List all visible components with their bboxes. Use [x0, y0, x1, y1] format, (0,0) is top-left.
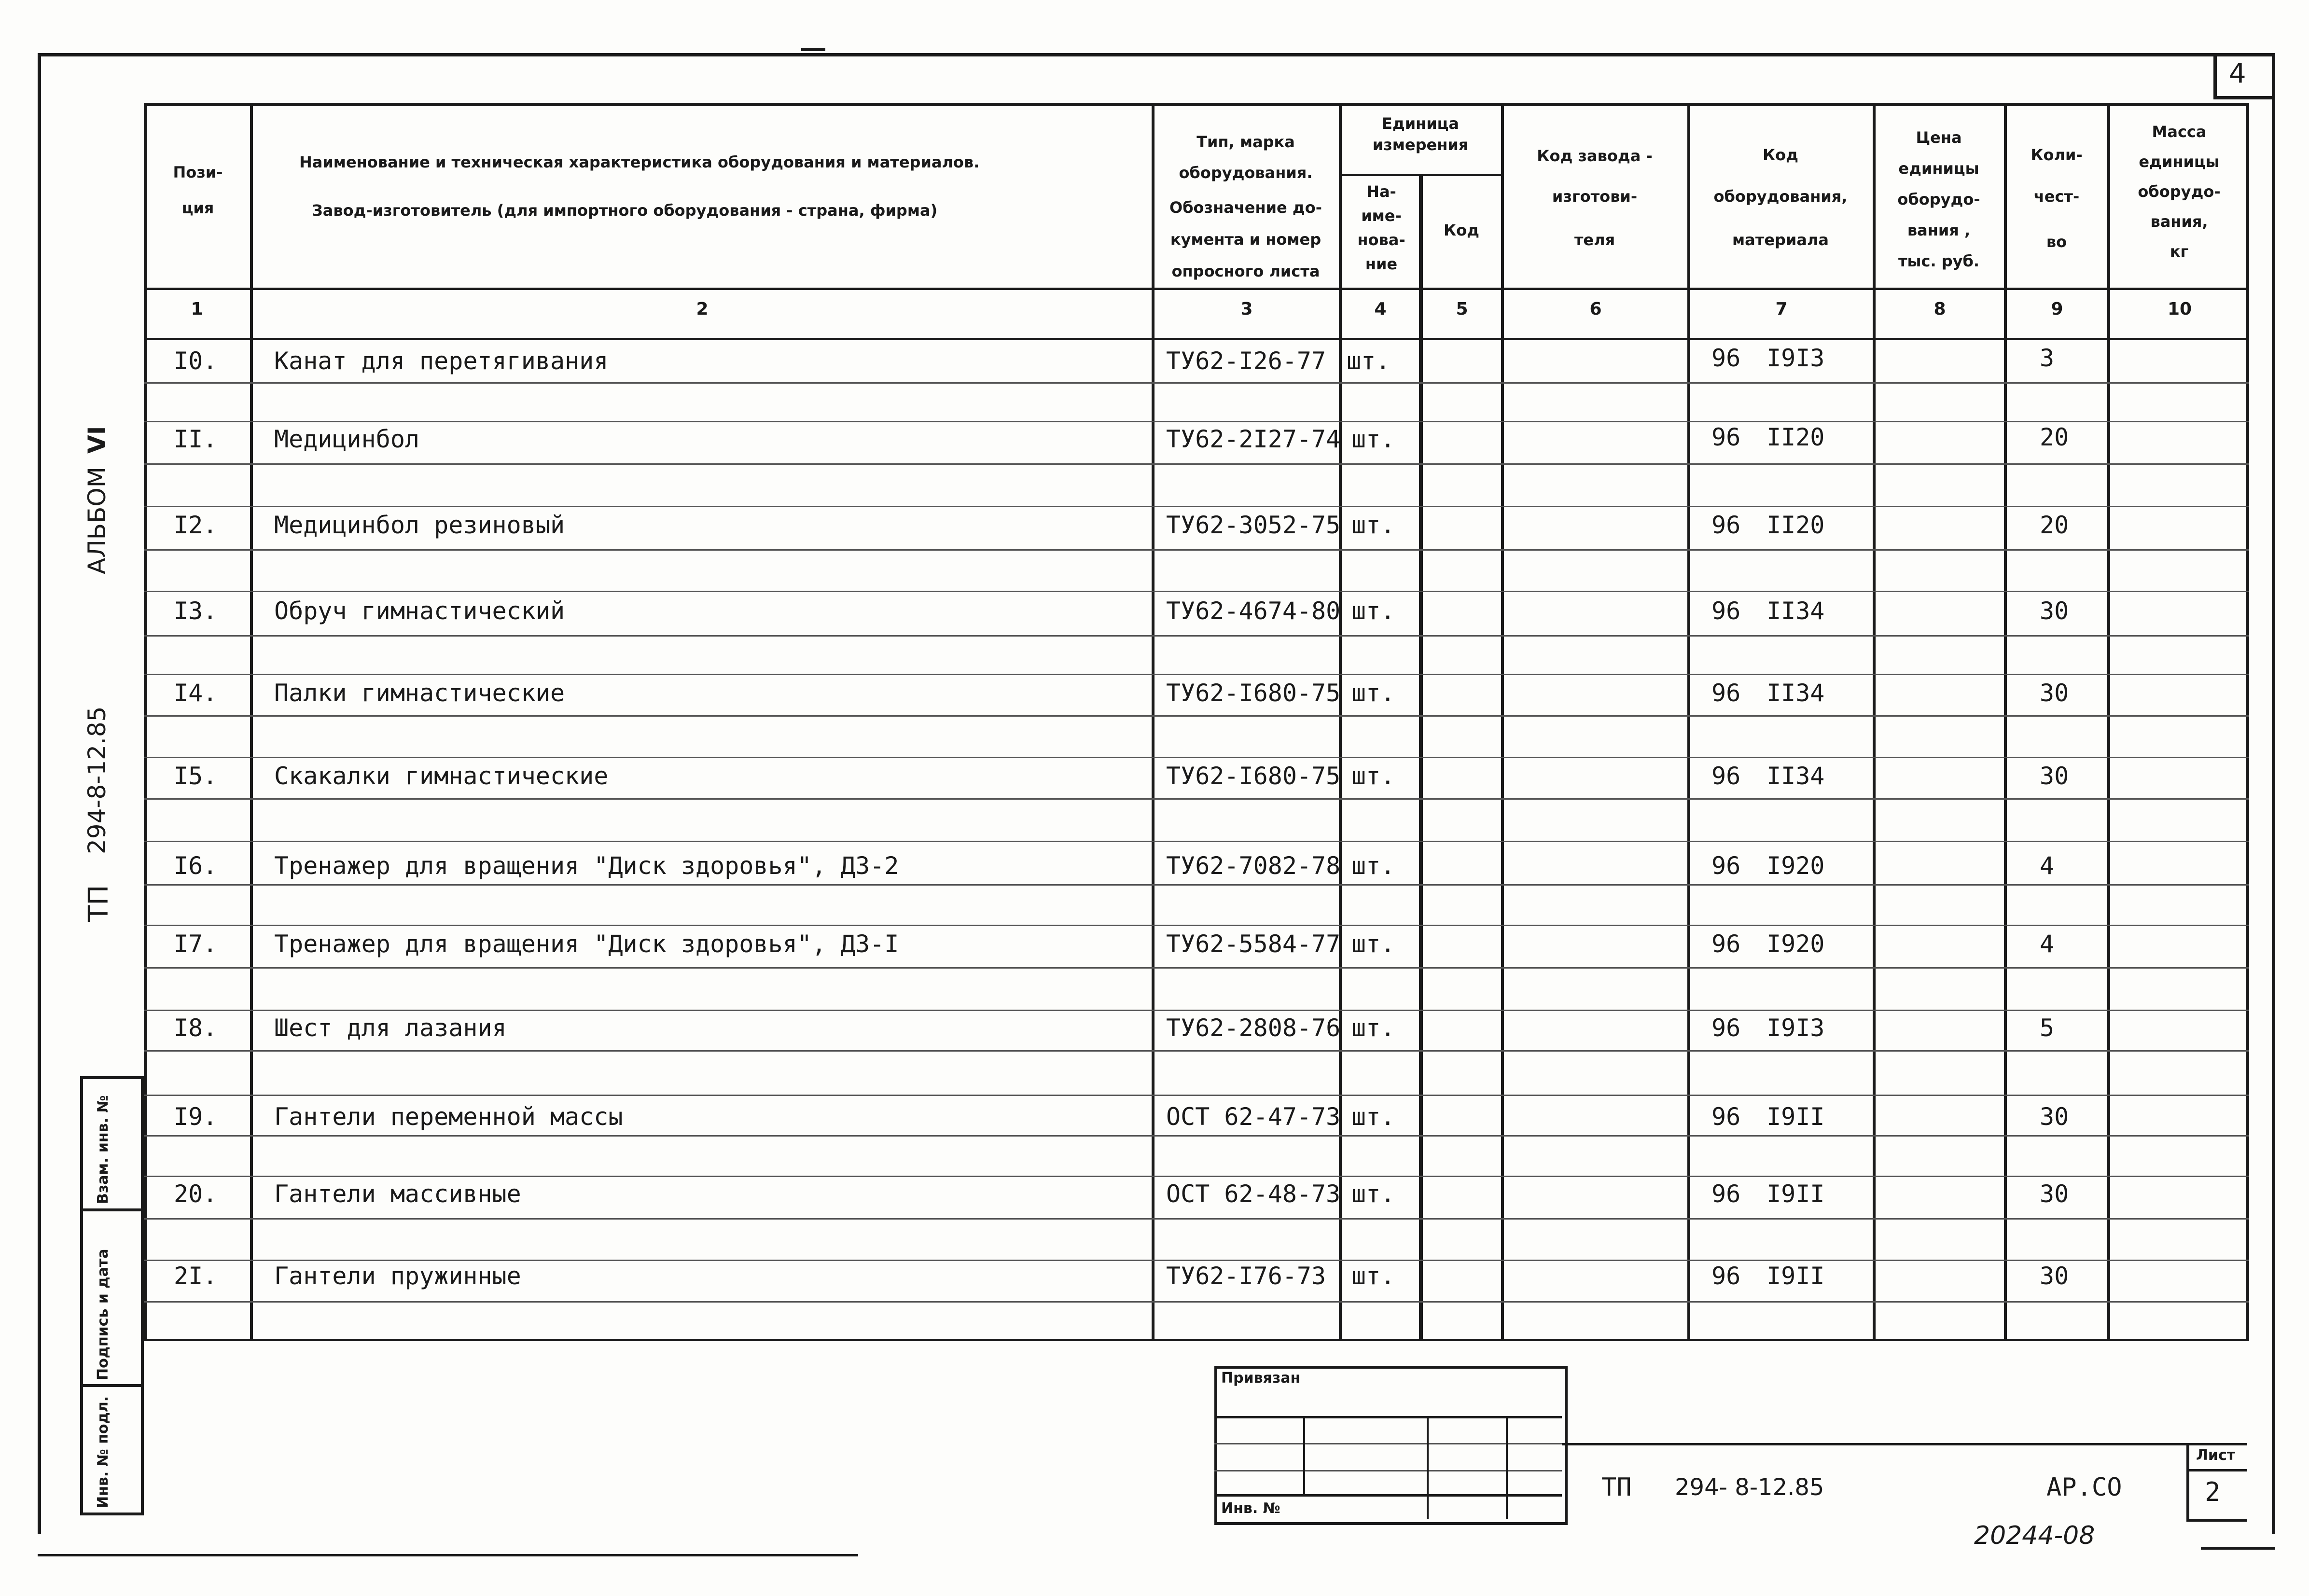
table-cell-position: 2I. — [174, 1262, 218, 1290]
header-price-2: единицы — [1898, 159, 1979, 178]
table-cell-name: Шест для лазания — [274, 1014, 507, 1042]
table-cell-code-b: I9II — [1767, 1262, 1825, 1290]
stamp-vzam — [80, 1076, 144, 1211]
header-qty-1: Коли- — [2031, 146, 2083, 164]
table-cell-position: I5. — [174, 762, 218, 790]
album-number: VI — [83, 426, 111, 454]
privyazan-col — [1506, 1416, 1508, 1519]
table-cell-code-a: 96 — [1711, 597, 1741, 625]
table-cell-unit: шт. — [1351, 597, 1395, 625]
table-cell-doc: ТУ62-5584-77 — [1166, 930, 1341, 958]
table-cell-qty: 20 — [2040, 423, 2069, 451]
table-cell-qty: 30 — [2040, 1103, 2069, 1131]
table-cell-unit: шт. — [1351, 1180, 1395, 1208]
header-price-3: оборудо- — [1897, 190, 1980, 208]
table-cell-code-a: 96 — [1711, 1262, 1741, 1290]
table-cell-name: Обруч гимнастический — [274, 597, 565, 625]
table-cell-qty: 4 — [2040, 930, 2055, 958]
table-cell-name: Гантели переменной массы — [274, 1103, 623, 1131]
table-cell-code-b: I9I3 — [1767, 344, 1825, 372]
table-cell-qty: 4 — [2040, 852, 2055, 880]
header-qty-3: во — [2046, 233, 2067, 251]
table-cell-qty: 30 — [2040, 679, 2069, 707]
header-type-line5: опросного листа — [1171, 262, 1320, 280]
table-cell-doc: ОСТ 62-47-73 — [1166, 1103, 1341, 1131]
table-cell-unit: шт. — [1351, 679, 1395, 707]
colnum-6: 6 — [1589, 299, 1602, 319]
row-sep — [144, 1218, 2249, 1220]
table-cell-doc: ТУ62-2I27-74 — [1166, 425, 1341, 453]
row-sep — [144, 1135, 2249, 1137]
privyazan-line — [1214, 1443, 1562, 1444]
stamp-inv-label: Инв. № подл. — [95, 1396, 111, 1508]
row-sep — [144, 925, 2249, 926]
row-sep — [144, 841, 2249, 842]
row-sep — [144, 635, 2249, 637]
archive-number: 20244-08 — [1974, 1521, 2095, 1550]
table-cell-code-b: II34 — [1767, 762, 1825, 790]
table-cell-position: I4. — [174, 679, 218, 707]
row-sep — [144, 591, 2249, 592]
table-cell-name: Гантели пружинные — [274, 1262, 521, 1290]
table-cell-qty: 30 — [2040, 1180, 2069, 1208]
table-cell-name: Медицинбол резиновый — [274, 511, 565, 539]
header-price-5: тыс. руб. — [1898, 252, 1979, 270]
table-cell-position: I9. — [174, 1103, 218, 1131]
privyazan-col — [1427, 1416, 1429, 1519]
header-equip-3: материала — [1732, 231, 1829, 249]
table-cell-doc: ТУ62-3052-75 — [1166, 511, 1341, 539]
table-cell-qty: 30 — [2040, 762, 2069, 790]
colnum-10: 10 — [2167, 299, 2192, 319]
table-cell-doc: ТУ62-2808-76 — [1166, 1014, 1341, 1042]
table-cell-doc: ТУ62-7082-78 — [1166, 852, 1341, 880]
colnum-7: 7 — [1775, 299, 1788, 319]
table-cell-code-a: 96 — [1711, 930, 1741, 958]
table-cell-name: Тренажер для вращения "Диск здоровья", ДЗ-2 — [274, 852, 899, 880]
table-cell-code-b: I9II — [1767, 1180, 1825, 1208]
row-sep — [144, 382, 2249, 384]
header-factory-3: теля — [1574, 231, 1615, 249]
sheet-value: 2 — [2205, 1477, 2221, 1507]
row-sep — [144, 1010, 2249, 1011]
bottom-right-mark — [2201, 1547, 2275, 1550]
table-cell-code-a: 96 — [1711, 344, 1741, 372]
table-cell-qty: 30 — [2040, 597, 2069, 625]
top-tick-mark — [801, 48, 825, 51]
table-cell-position: I8. — [174, 1014, 218, 1042]
header-name-line1: Наименование и техническая характеристика оборудования и материалов. — [299, 153, 980, 171]
table-cell-code-a: 96 — [1711, 679, 1741, 707]
table-cell-position: I7. — [174, 930, 218, 958]
bottom-frame-line — [38, 1554, 858, 1556]
inv-label: Инв. № — [1221, 1500, 1280, 1517]
colnum-5: 5 — [1456, 299, 1468, 319]
header-mass-1: Масса — [2152, 123, 2207, 141]
table-cell-unit: шт. — [1351, 1014, 1395, 1042]
table-cell-unit: шт. — [1351, 852, 1395, 880]
privyazan-label: Привязан — [1221, 1370, 1301, 1387]
side-tp-label: ТП — [83, 885, 114, 922]
header-factory-2: изготови- — [1552, 187, 1638, 206]
header-price-4: вания , — [1907, 221, 1971, 239]
table-cell-doc: ОСТ 62-48-73 — [1166, 1180, 1341, 1208]
table-cell-unit: шт. — [1351, 425, 1395, 453]
table-cell-code-b: I920 — [1767, 930, 1825, 958]
privyazan-line — [1214, 1416, 1562, 1418]
row-sep — [144, 1176, 2249, 1177]
album-label: АЛЬБОМ — [83, 467, 111, 574]
row-sep — [144, 715, 2249, 717]
header-position: Пози- ция — [173, 163, 223, 217]
header-type-line3: Обозначение до- — [1169, 198, 1322, 217]
header-type-line1: Тип, марка — [1196, 133, 1295, 151]
stamp-top-line — [1562, 1443, 2247, 1445]
table-cell-name: Палки гимнастические — [274, 679, 565, 707]
table-cell-unit: шт. — [1351, 1262, 1395, 1290]
table-cell-qty: 30 — [2040, 1262, 2069, 1290]
sheet-line — [2186, 1469, 2247, 1471]
colnum-4: 4 — [1374, 299, 1387, 319]
table-cell-qty: 5 — [2040, 1014, 2055, 1042]
table-bottom-line — [144, 1339, 2249, 1341]
table-cell-doc: ТУ62-I76-73 — [1166, 1262, 1326, 1290]
sheet-bottom-line — [2186, 1519, 2247, 1522]
stamp-inv — [80, 1384, 144, 1515]
table-cell-code-a: 96 — [1711, 423, 1741, 451]
stamp-vzam-label: Взам. инв. № — [95, 1095, 111, 1204]
header-unit-name: На- име- нова- ние — [1357, 182, 1405, 273]
table-cell-code-b: II34 — [1767, 597, 1825, 625]
row-sep — [144, 674, 2249, 675]
row-sep — [144, 967, 2249, 969]
table-cell-unit: шт. — [1347, 347, 1391, 375]
table-cell-name: Медицинбол — [274, 425, 420, 453]
side-tp-code: 294-8-12.85 — [83, 706, 111, 854]
table-cell-code-b: I9I3 — [1767, 1014, 1825, 1042]
privyazan-line — [1214, 1494, 1562, 1497]
table-cell-unit: шт. — [1351, 762, 1395, 790]
row-sep — [144, 798, 2249, 800]
colnum-9: 9 — [2051, 299, 2063, 319]
table-cell-qty: 3 — [2040, 344, 2055, 372]
header-mass-5: кг — [2170, 242, 2189, 261]
header-factory-1: Код завода - — [1537, 147, 1653, 165]
row-sep — [144, 1260, 2249, 1261]
sheet-label: Лист — [2196, 1447, 2236, 1464]
row-sep — [144, 884, 2249, 886]
row-sep — [144, 1301, 2249, 1303]
colnum-3: 3 — [1240, 299, 1253, 319]
row-sep — [144, 463, 2249, 465]
table-cell-code-a: 96 — [1711, 1180, 1741, 1208]
table-cell-position: I2. — [174, 511, 218, 539]
table-cell-doc: ТУ62-I680-75 — [1166, 679, 1341, 707]
header-unit-code: Код — [1444, 221, 1479, 239]
header-type-line4: кумента и номер — [1170, 230, 1321, 249]
table-cell-position: I3. — [174, 597, 218, 625]
header-equip-2: оборудования, — [1713, 187, 1848, 206]
table-cell-doc: ТУ62-I26-77 — [1166, 347, 1326, 375]
row-sep — [144, 1095, 2249, 1096]
table-cell-code-b: I920 — [1767, 852, 1825, 880]
colnum-bottom-line — [144, 338, 2249, 340]
table-cell-code-b: II20 — [1767, 511, 1825, 539]
unit-group-line — [1339, 174, 1501, 176]
header-type-line2: оборудования. — [1179, 164, 1313, 182]
privyazan-col — [1303, 1416, 1305, 1494]
stamp-podpis-label: Подпись и дата — [95, 1249, 111, 1380]
page-number: 4 — [2229, 58, 2246, 89]
privyazan-line — [1214, 1470, 1562, 1471]
table-cell-code-b: I9II — [1767, 1103, 1825, 1131]
table-cell-code-b: II20 — [1767, 423, 1825, 451]
stamp-podpis — [80, 1208, 144, 1387]
table-cell-position: I0. — [174, 347, 218, 375]
row-sep — [144, 549, 2249, 551]
header-mass-3: оборудо- — [2138, 182, 2221, 201]
table-cell-unit: шт. — [1351, 1103, 1395, 1131]
colnum-2: 2 — [696, 299, 709, 319]
row-sep — [144, 1050, 2249, 1052]
header-mass-2: единицы — [2139, 153, 2220, 171]
colnum-1: 1 — [191, 299, 203, 319]
header-name-line2: Завод-изготовитель (для импортного оборудования - страна, фирма) — [312, 201, 938, 220]
table-cell-code-a: 96 — [1711, 1014, 1741, 1042]
table-cell-code-a: 96 — [1711, 852, 1741, 880]
table-cell-name: Тренажер для вращения "Диск здоровья", ДЗ-I — [274, 930, 899, 958]
table-cell-code-a: 96 — [1711, 511, 1741, 539]
table-cell-code-b: II34 — [1767, 679, 1825, 707]
colnum-8: 8 — [1933, 299, 1946, 319]
table-cell-name: Скакалки гимнастические — [274, 762, 609, 790]
header-unit-group: Единица измерения — [1372, 114, 1469, 154]
table-cell-position: II. — [174, 425, 218, 453]
header-equip-1: Код — [1763, 146, 1798, 164]
header-mass-4: вания, — [2150, 212, 2208, 231]
table-cell-doc: ТУ62-I680-75 — [1166, 762, 1341, 790]
row-sep — [144, 757, 2249, 758]
tb-code: 294- 8-12.85 — [1675, 1474, 1824, 1501]
row-sep — [144, 506, 2249, 507]
table-cell-doc: ТУ62-4674-80 — [1166, 597, 1341, 625]
row-sep — [144, 421, 2249, 422]
table-cell-unit: шт. — [1351, 930, 1395, 958]
table-cell-position: 20. — [174, 1180, 218, 1208]
table-cell-code-a: 96 — [1711, 762, 1741, 790]
header-qty-2: чест- — [2033, 187, 2080, 206]
table-cell-position: I6. — [174, 852, 218, 880]
table-cell-name: Гантели массивные — [274, 1180, 521, 1208]
table-cell-qty: 20 — [2040, 511, 2069, 539]
table-cell-name: Канат для перетягивания — [274, 347, 609, 375]
header-price-1: Цена — [1916, 128, 1962, 147]
table-cell-unit: шт. — [1351, 511, 1395, 539]
tb-doc-mark: АР.СО — [2046, 1473, 2122, 1502]
tb-tp-label: ТП — [1601, 1473, 1632, 1502]
table-cell-code-a: 96 — [1711, 1103, 1741, 1131]
